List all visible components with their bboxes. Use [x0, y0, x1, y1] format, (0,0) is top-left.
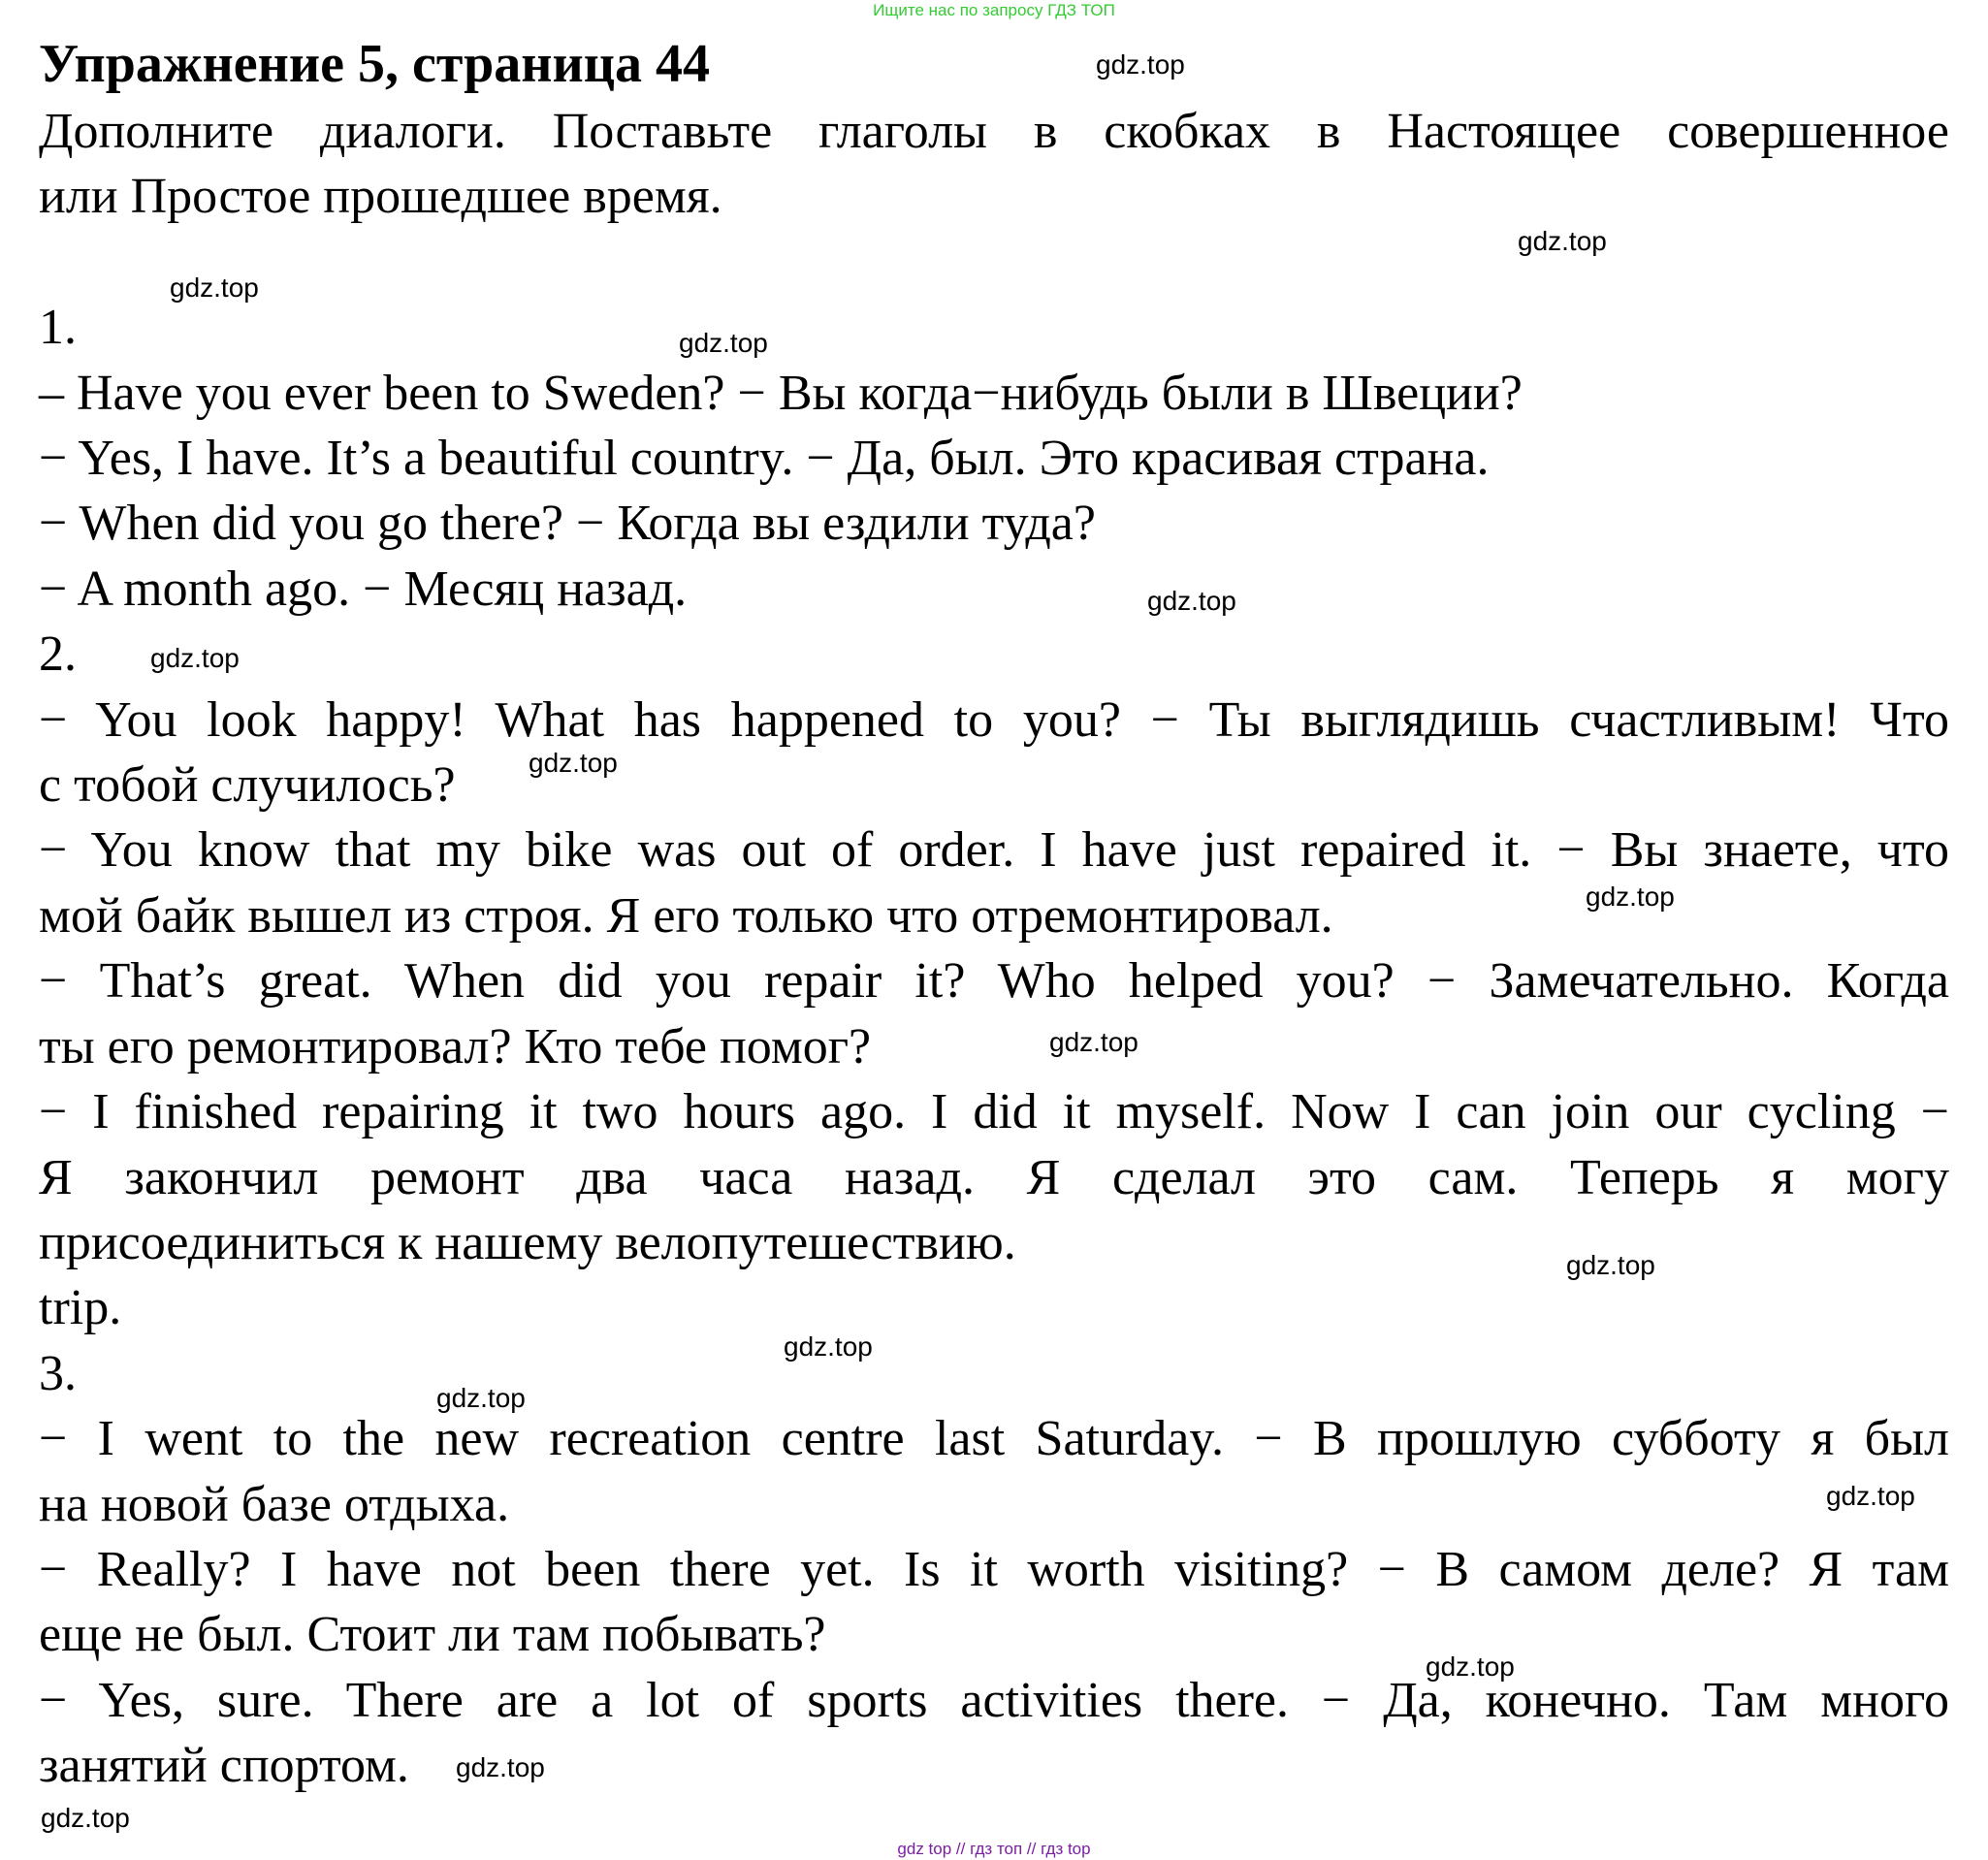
watermark: gdz.top: [1049, 1027, 1138, 1057]
watermark: gdz.top: [1147, 586, 1236, 616]
dialogue-line: Я закончил ремонт два часа назад. Я сделал это сам. Теперь я могу: [39, 1149, 1949, 1205]
dialogue-line: trip.: [39, 1280, 122, 1336]
dialogue-number: 1.: [39, 300, 77, 356]
top-banner: Ищите нас по запросу ГДЗ ТОП: [873, 1, 1115, 19]
watermark: gdz.top: [436, 1383, 526, 1413]
watermark: gdz.top: [170, 273, 259, 303]
watermark: gdz.top: [1518, 226, 1607, 256]
dialogue-line: присоединиться к нашему велопутешествию.: [39, 1214, 1016, 1270]
watermark: gdz.top: [1096, 49, 1185, 80]
dialogue-line: на новой базе отдыха.: [39, 1476, 510, 1532]
dialogue-number: 2.: [39, 626, 77, 683]
dialogue-line: − Yes, I have. It’s a beautiful country. − Да, был. Это красивая страна.: [39, 431, 1490, 487]
dialogue-number: 3.: [39, 1345, 77, 1401]
watermark: gdz.top: [529, 748, 618, 778]
dialogue-line: − I finished repairing it two hours ago. I did it myself. Now I can join our cycling −: [39, 1084, 1949, 1140]
dialogue-line: − You look happy! What has happened to you? − Ты выглядишь счастливым! Что: [39, 691, 1949, 748]
dialogue-line: − That’s great. When did you repair it? Who helped you? − Замечательно. Когда: [39, 953, 1949, 1010]
dialogue-line: − A month ago. − Месяц назад.: [39, 561, 688, 617]
dialogue-line: с тобой случилось?: [39, 757, 456, 814]
dialogue-line: – Have you ever been to Sweden? − Вы когда−нибудь были в Швеции?: [39, 365, 1523, 421]
watermark: gdz.top: [679, 328, 768, 358]
watermark: gdz.top: [784, 1331, 873, 1362]
dialogue-line: − When did you go there? − Когда вы ездили туда?: [39, 496, 1096, 552]
exercise-body: [39, 99, 1949, 1799]
watermark: gdz.top: [456, 1752, 545, 1782]
watermark: gdz.top: [1586, 882, 1675, 912]
blank-line: [39, 230, 1949, 295]
dialogue-line: еще не был. Стоит ли там побывать?: [39, 1607, 826, 1663]
dialogue-line: − You know that my bike was out of order. I have just repaired it. − Вы знаете, что: [39, 822, 1949, 879]
bottom-banner: gdz top // гдз топ // гдз top: [897, 1840, 1091, 1858]
dialogue-line: занятий спортом.: [39, 1738, 409, 1794]
dialogue-line: − I went to the new recreation centre last Saturday. − В прошлую субботу я был: [39, 1411, 1949, 1467]
watermark: gdz.top: [150, 643, 240, 673]
instruction-line: или Простое прошедшее время.: [39, 169, 722, 225]
dialogue-line: мой байк вышел из строя. Я его только что отремонтировал.: [39, 887, 1333, 944]
instruction-line: Дополните диалоги. Поставьте глаголы в скобках в Настоящее совершенное: [39, 104, 1949, 159]
dialogue-line: − Yes, sure. There are a lot of sports activities there. − Да, конечно. Там много: [39, 1672, 1949, 1728]
watermark: gdz.top: [1826, 1481, 1915, 1511]
dialogue-line: − Really? I have not been there yet. Is it worth visiting? − В самом деле? Я там: [39, 1541, 1949, 1597]
dialogue-line: ты его ремонтировал? Кто тебе помог?: [39, 1018, 872, 1074]
watermark: gdz.top: [1426, 1652, 1515, 1682]
watermark: gdz.top: [1566, 1250, 1655, 1280]
watermark: gdz.top: [41, 1803, 130, 1833]
page-title: Упражнение 5, страница 44: [39, 34, 711, 94]
